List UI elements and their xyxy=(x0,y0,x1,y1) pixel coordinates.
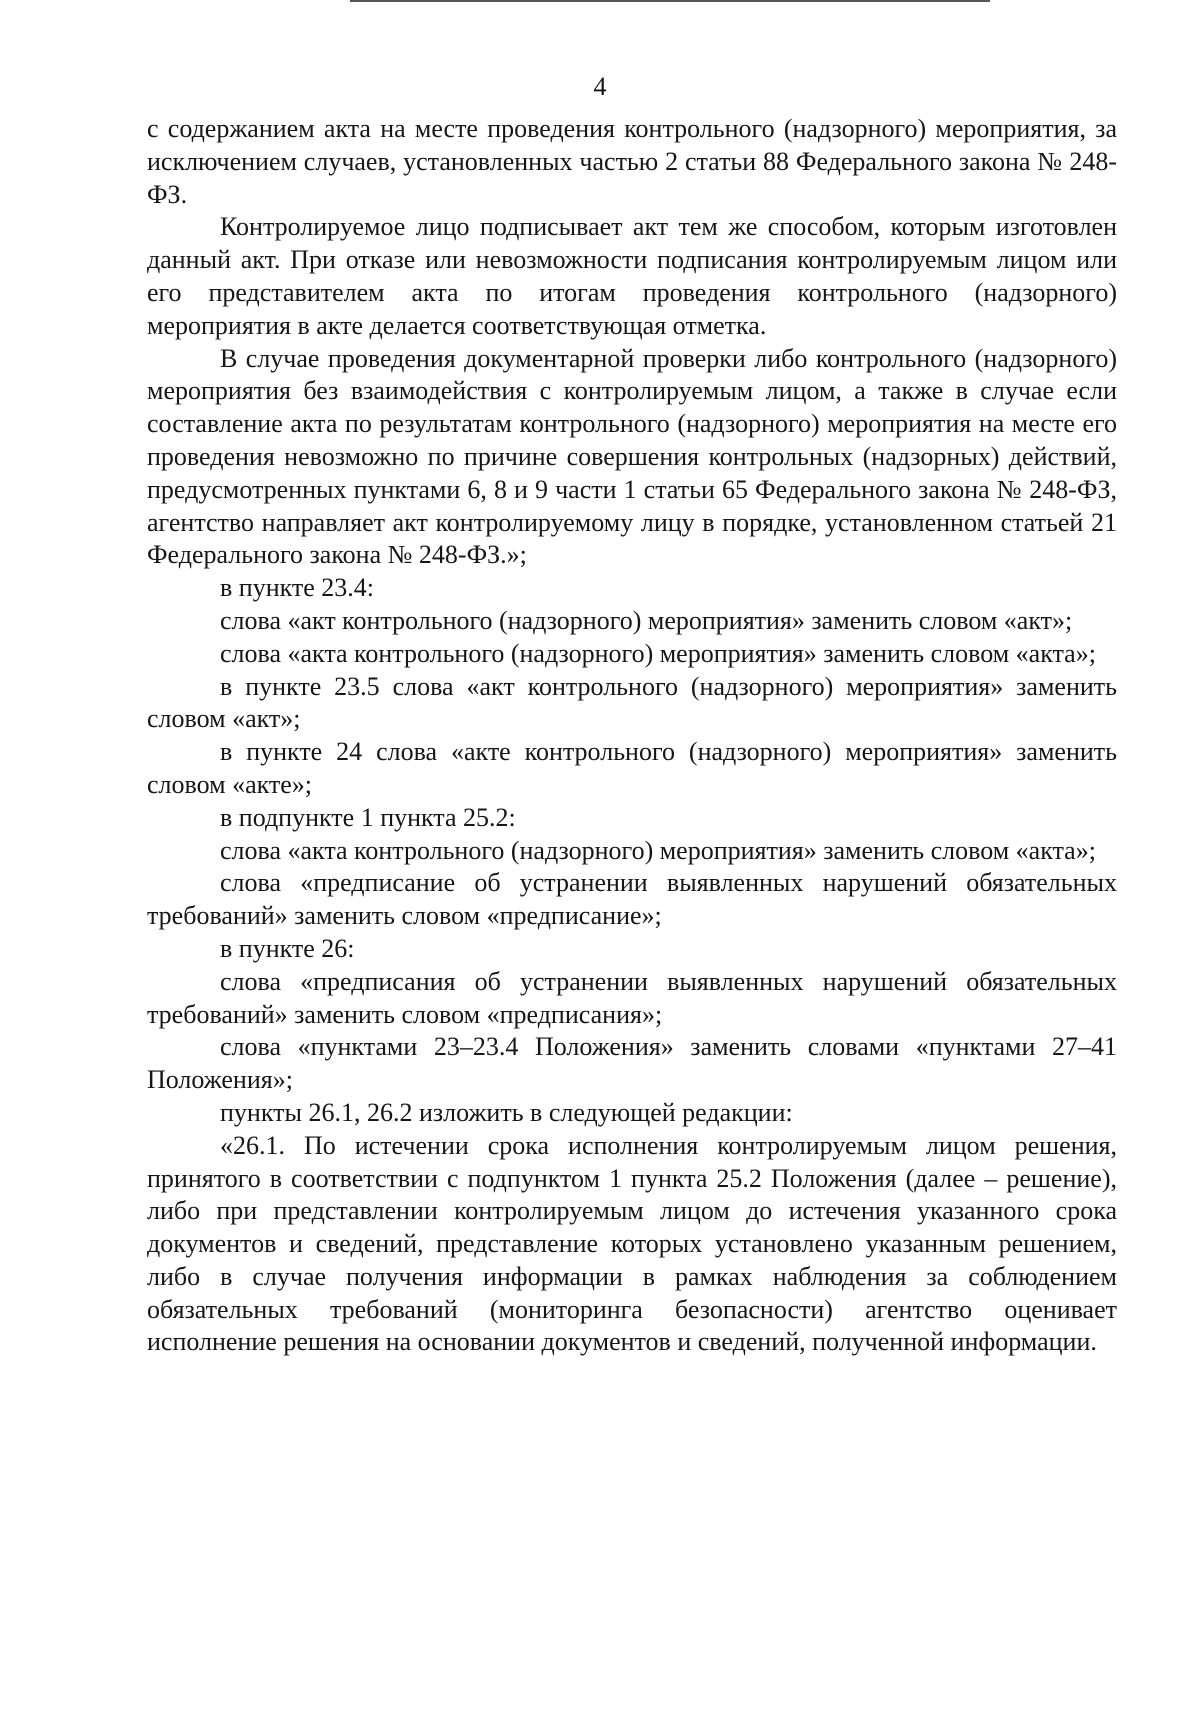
paragraph: в пункте 23.5 слова «акт контрольного (надзорного) мероприятия» заменить словом «акт»; xyxy=(147,671,1117,734)
paragraph: Контролируемое лицо подписывает акт тем же способом, которым изготовлен данный акт. При отказе или невозможности подписания контролируемым лицом или его представителем акта по итогам проведения контрольного (надзорного) мероприятия в акте делается соответствующая отметка. xyxy=(147,212,1117,340)
paragraph: слова «пунктами 23–23.4 Положения» заменить словами «пунктами 27–41 Положения»; xyxy=(147,1032,1117,1095)
paragraph: в пункте 23.4: xyxy=(220,573,375,603)
paragraph: слова «предписание об устранении выявленных нарушений обязательных требований» заменить словом «предписание»; xyxy=(147,868,1117,931)
paragraph: слова «акт контрольного (надзорного) мероприятия» заменить словом «акт»; xyxy=(220,605,1073,635)
paragraph: в подпункте 1 пункта 25.2: xyxy=(220,802,516,832)
document-body xyxy=(147,113,1117,1359)
paragraph: пункты 26.1, 26.2 изложить в следующей редакции: xyxy=(220,1097,793,1127)
paragraph: слова «акта контрольного (надзорного) мероприятия» заменить словом «акта»; xyxy=(220,638,1096,668)
paragraph: в пункте 24 слова «акте контрольного (надзорного) мероприятия» заменить словом «акте»; xyxy=(147,737,1117,799)
page-number: 4 xyxy=(593,72,607,101)
paragraph: слова «акта контрольного (надзорного) мероприятия» заменить словом «акта»; xyxy=(220,835,1096,865)
paragraph: слова «предписания об устранении выявленных нарушений обязательных требований» заменить словом «предписания»; xyxy=(147,966,1117,1029)
paragraph: в пункте 26: xyxy=(220,933,355,963)
paragraph: В случае проведения документарной проверки либо контрольного (надзорного) мероприятия без взаимодействия с контролируемым лицом, а также в случае если составление акта по результатам контрольного (надзорного) мероприятия на месте его проведения невозможно по причине совершения контрольных (надзорных) действий, предусмотренных пунктами 6, 8 и 9 части 1 статьи 65 Федерального закона № 248-ФЗ, агентство направляет акт контролируемому лицу в порядке, установленном статьей 21 Федерального закона № 248-ФЗ.»; xyxy=(147,343,1117,570)
scan-edge-line xyxy=(350,0,990,2)
paragraph: с содержанием акта на месте проведения контрольного (надзорного) мероприятия, за исключением случаев, установленных частью 2 статьи 88 Федерального закона № 248-ФЗ. xyxy=(147,114,1117,209)
paragraph: «26.1. По истечении срока исполнения контролируемым лицом решения, принятого в соответствии с подпунктом 1 пункта 25.2 Положения (далее – решение), либо при представлении контролируемым лицом до истечения указанного срока документов и сведений, представление которых установлено указанным решением, либо в случае получения информации в рамках наблюдения за соблюдением обязательных требований (мониторинга безопасности) агентство оценивает исполнение решения на основании документов и сведений, полученной информации. xyxy=(147,1130,1117,1357)
